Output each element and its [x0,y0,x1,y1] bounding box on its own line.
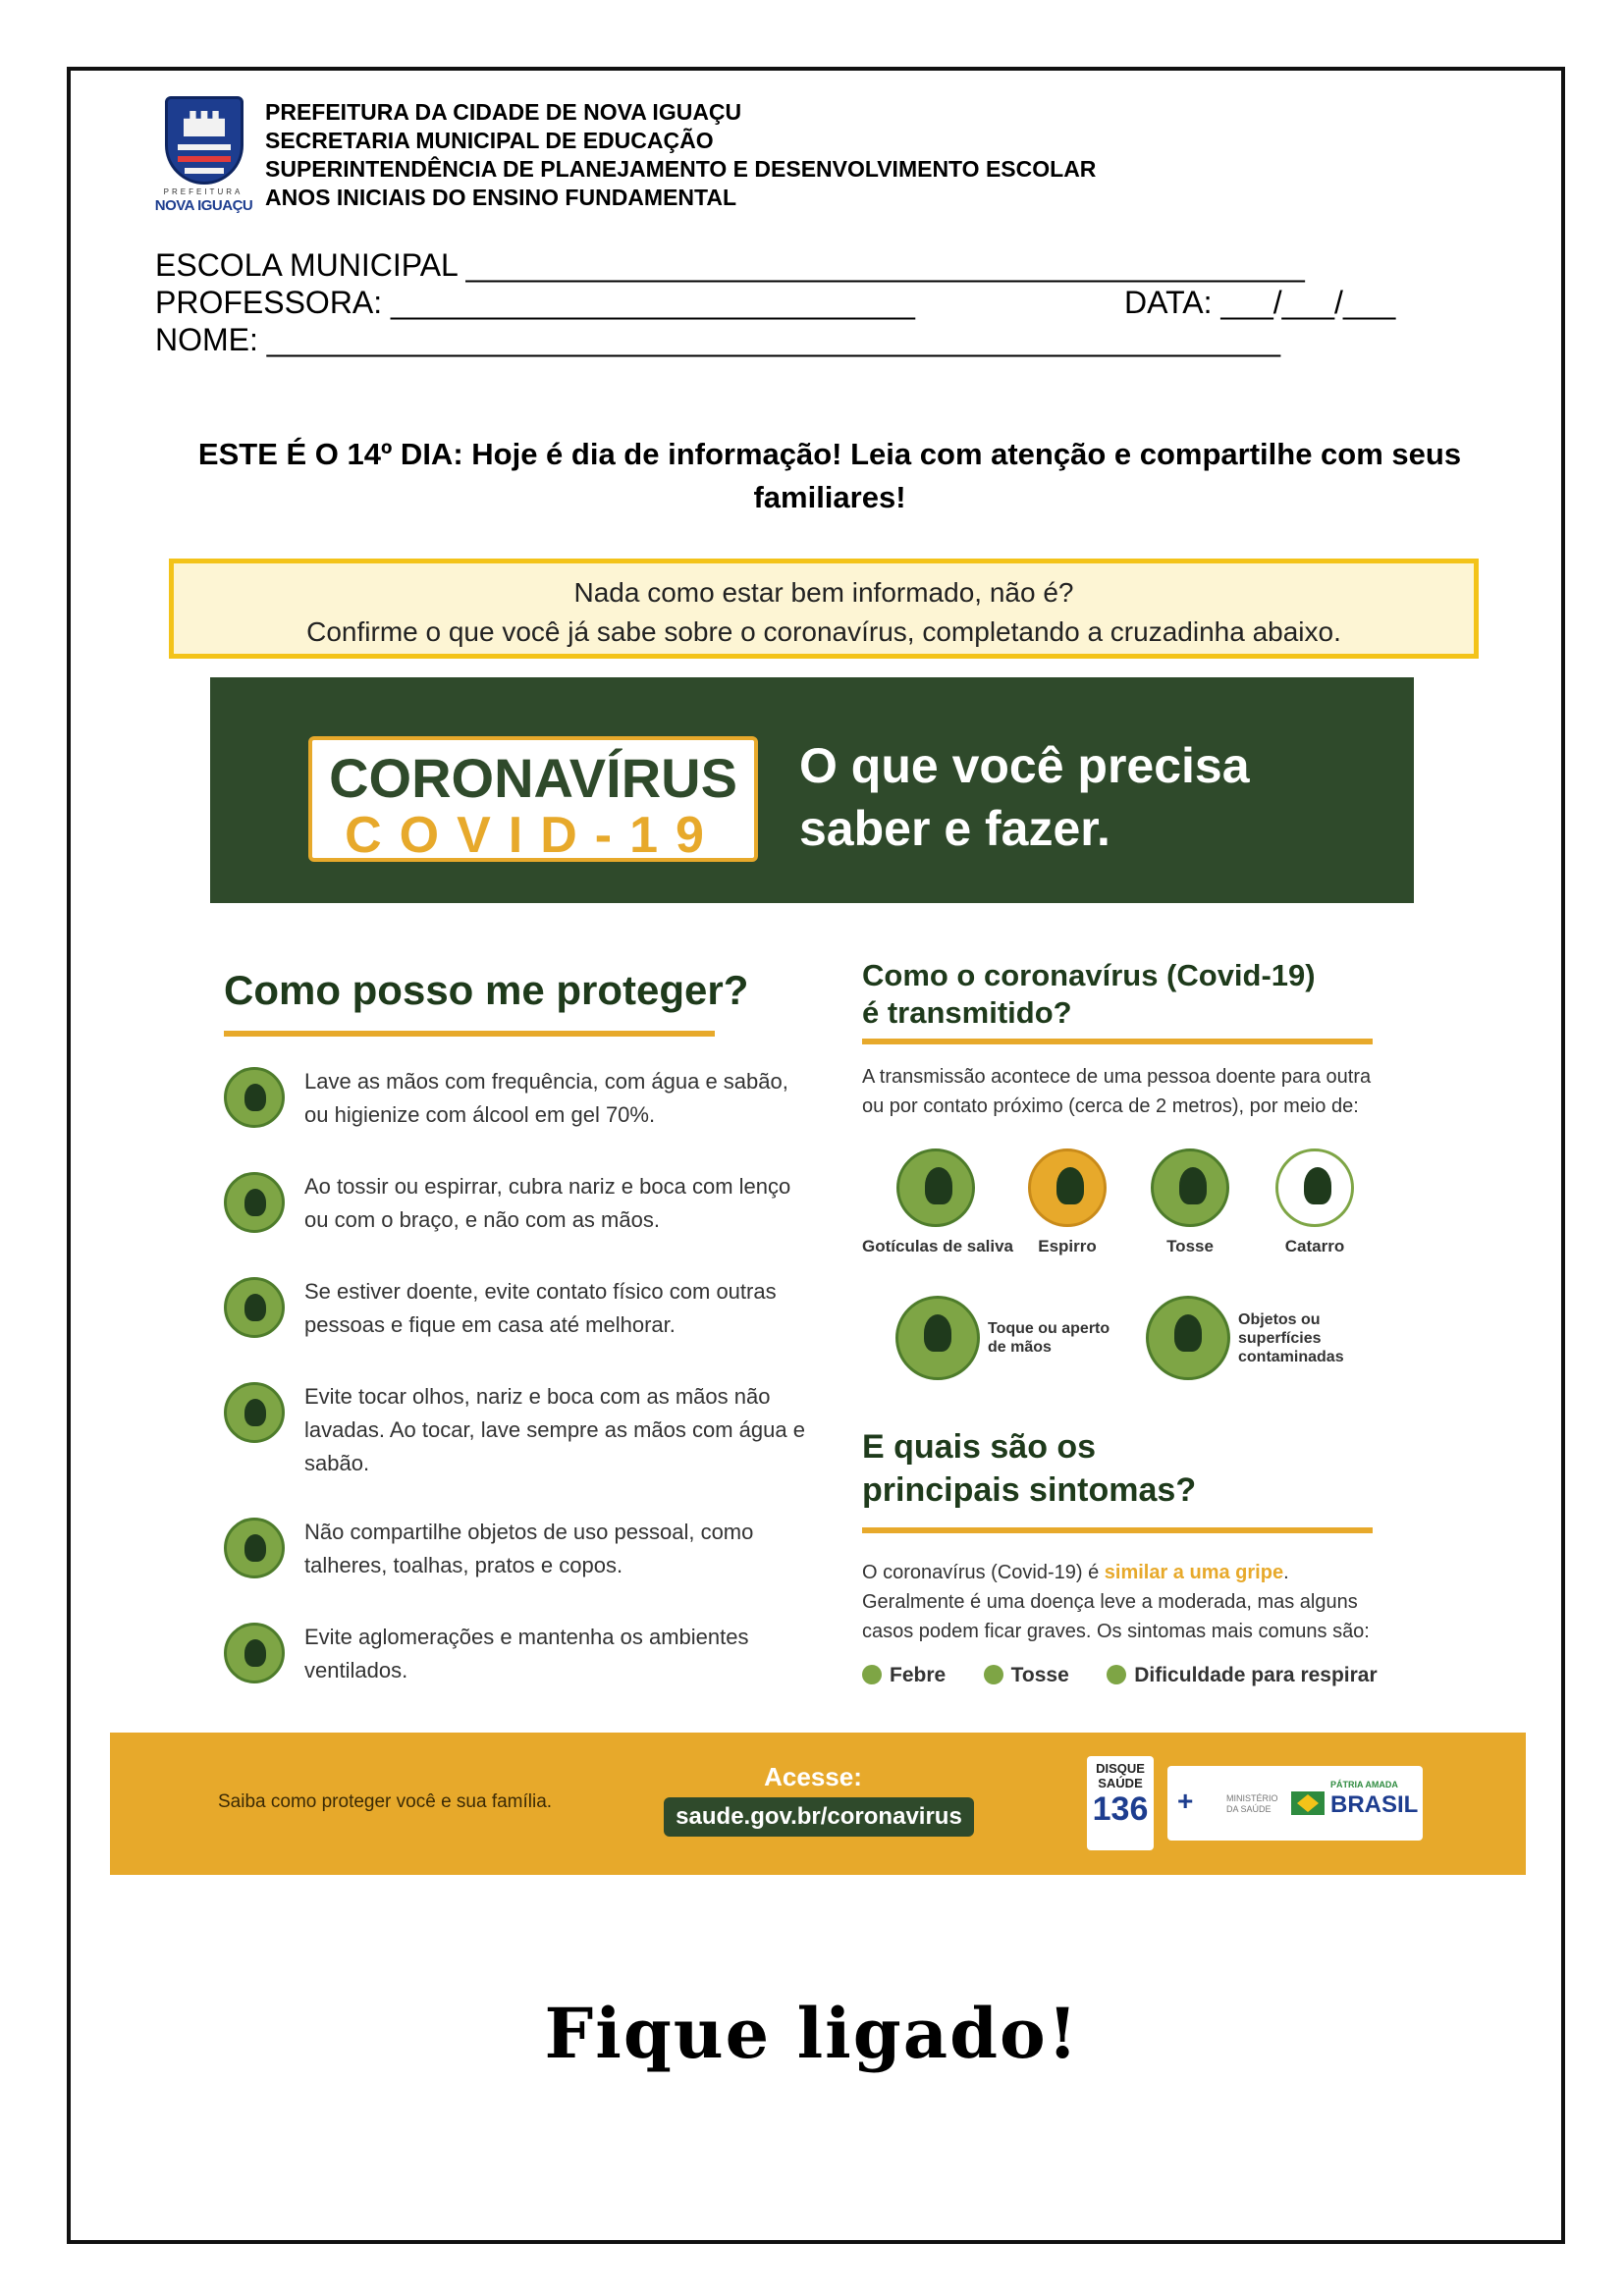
symptoms-highlight: similar a uma gripe [1104,1562,1284,1583]
poster-banner [210,677,1414,903]
symptoms-heading-line-2: principais sintomas? [862,1471,1197,1509]
info-note-box [169,559,1479,659]
vector-label: Gotículas de saliva [862,1237,1014,1255]
cough-icon [224,1172,285,1233]
protect-text: Ao tossir ou espirrar, cubra nariz e boca com lenço ou com o braço, e não com as mãos. [304,1174,791,1232]
escola-field[interactable]: ESCOLA MUNICIPAL ________________________________________________ [155,247,1305,283]
symptoms-text-start: O coronavírus (Covid-19) é [862,1562,1105,1583]
disque-saude-badge [1087,1756,1154,1850]
note-line-2: Confirme o que você já sabe sobre o coronavírus, completando a cruzadinha abaixo. [306,616,1341,647]
nose-icon [1275,1148,1354,1227]
transmission-heading-line-1: Como o coronavírus (Covid-19) [862,958,1316,992]
transmission-heading [862,957,1353,1032]
list-item [224,1621,813,1726]
vector-label: Toque ou aperto de mãos [988,1320,1110,1356]
tagline-line-2: saber e fazer. [799,801,1110,856]
transmission-text: A transmissão acontece de uma pessoa doente para outra ou por contato próximo (cerca de 2 metros), por meio de: [862,1066,1372,1117]
vector-label: Tosse [1166,1237,1214,1255]
sneeze-icon [1028,1148,1107,1227]
window-icon [224,1623,285,1683]
saude-label: SAÚDE [1098,1776,1143,1790]
badge-title: CORONAVÍRUS [329,747,737,809]
city-logo [152,96,255,214]
handwash-icon [224,1067,285,1128]
bullet-icon [984,1665,1003,1684]
face-touch-icon [224,1382,285,1443]
vector-item [895,1296,1115,1380]
vector-item [1261,1148,1369,1256]
handshake-icon [895,1296,980,1380]
note-line-1: Nada como estar bem informado, não é? [573,577,1074,608]
protect-text: Evite aglomerações e mantenha os ambientes ventilados. [304,1625,749,1682]
symptoms-text-end: . Geralmente é uma doença leve a moderada, mas alguns casos podem ficar graves. Os sintomas mais comuns são: [862,1562,1370,1642]
list-item [862,1664,946,1687]
date-field[interactable]: DATA: ___/___/___ [1124,285,1396,320]
list-item [224,1380,813,1516]
protect-text: Lave as mãos com frequência, com água e sabão, ou higienize com álcool em gel 70%. [304,1069,788,1127]
day-title: ESTE É O 14º DIA: Hoje é dia de informação! Leia com atenção e compartilhe com seus familiares! [197,437,1462,514]
vector-item [862,1148,1014,1256]
brazil-flag-icon [1291,1791,1325,1815]
footer-url-link[interactable]: saude.gov.br/coronavirus [664,1797,974,1837]
tagline-line-1: O que você precisa [799,738,1250,793]
list-item [224,1065,813,1170]
symptom-label: Febre [890,1664,947,1686]
list-item [224,1170,813,1275]
ministry-label: MINISTÉRIO DA SAÚDE [1226,1793,1278,1814]
list-item [984,1664,1069,1687]
protect-text: Se estiver doente, evite contato físico com outras pessoas e fique em casa até melhorar. [304,1279,777,1337]
vector-item [1146,1296,1366,1380]
protect-list [224,1065,813,1726]
symptoms-list [862,1664,1412,1687]
cutlery-icon [224,1518,285,1578]
saliva-icon [896,1148,975,1227]
city-crest-icon [165,96,244,185]
footer-access-label: Acesse: [764,1762,862,1791]
vector-item [1013,1148,1121,1256]
logo-city-text: NOVA IGUAÇU [154,197,253,214]
bullet-icon [862,1665,882,1684]
institution-line: SUPERINTENDÊNCIA DE PLANEJAMENTO E DESENVOLVIMENTO ESCOLAR [265,156,1097,182]
disque-label: DISQUE [1096,1761,1145,1776]
symptom-label: Tosse [1010,1664,1069,1686]
institution-line: SECRETARIA MUNICIPAL DE EDUCAÇÃO [265,128,714,153]
protect-heading: Como posso me proteger? [224,967,749,1013]
symptoms-heading-line-1: E quais são os [862,1428,1097,1466]
institution-line: PREFEITURA DA CIDADE DE NOVA IGUAÇU [265,99,742,125]
institution-line: ANOS INICIAIS DO ENSINO FUNDAMENTAL [265,185,737,210]
closing-message: Fique ligado! [544,1993,1080,2074]
vector-label: Catarro [1284,1237,1345,1255]
list-item [1107,1664,1377,1687]
sus-plus-icon: + [1177,1786,1194,1816]
vector-label: Espirro [1038,1237,1097,1255]
cup-icon [1146,1296,1230,1380]
covid-poster [110,677,1526,1885]
nome-field[interactable]: NOME: __________________________________________________________ [155,322,1280,357]
badge-subtitle: COVID-19 [345,807,722,864]
symptom-label: Dificuldade para respirar [1134,1664,1378,1686]
footer-tagline: Saiba como proteger você e sua família. [218,1791,553,1812]
patria-label: PÁTRIA AMADA [1330,1780,1398,1789]
protect-rule [224,1031,715,1037]
symptoms-rule [862,1527,1373,1533]
list-item [224,1516,813,1621]
vector-item [1136,1148,1244,1256]
symptoms-heading [862,1425,1353,1512]
poster-footer [110,1733,1526,1875]
disque-number: 136 [1092,1790,1149,1828]
covid-badge [308,736,758,862]
list-item [224,1275,813,1380]
professora-field[interactable]: PROFESSORA: ______________________________ [155,285,915,320]
institution-header [265,98,1096,212]
banner-tagline [799,734,1388,860]
transmission-heading-line-2: é transmitido? [862,995,1072,1030]
logo-small-text: PREFEITURA [163,187,244,196]
symptoms-text [862,1558,1392,1646]
brasil-label: BRASIL [1330,1791,1419,1818]
distance-icon [224,1277,285,1338]
protect-text: Evite tocar olhos, nariz e boca com as mãos não lavadas. Ao tocar, lave sempre as mãos com água e sabão. [304,1384,805,1475]
gov-logos [1167,1766,1423,1841]
cough-icon [1151,1148,1229,1227]
vector-label: Objetos ou superfícies contaminadas [1238,1310,1344,1365]
protect-text: Não compartilhe objetos de uso pessoal, como talheres, toalhas, pratos e copos. [304,1520,754,1577]
bullet-icon [1107,1665,1126,1684]
transmission-rule [862,1039,1373,1044]
